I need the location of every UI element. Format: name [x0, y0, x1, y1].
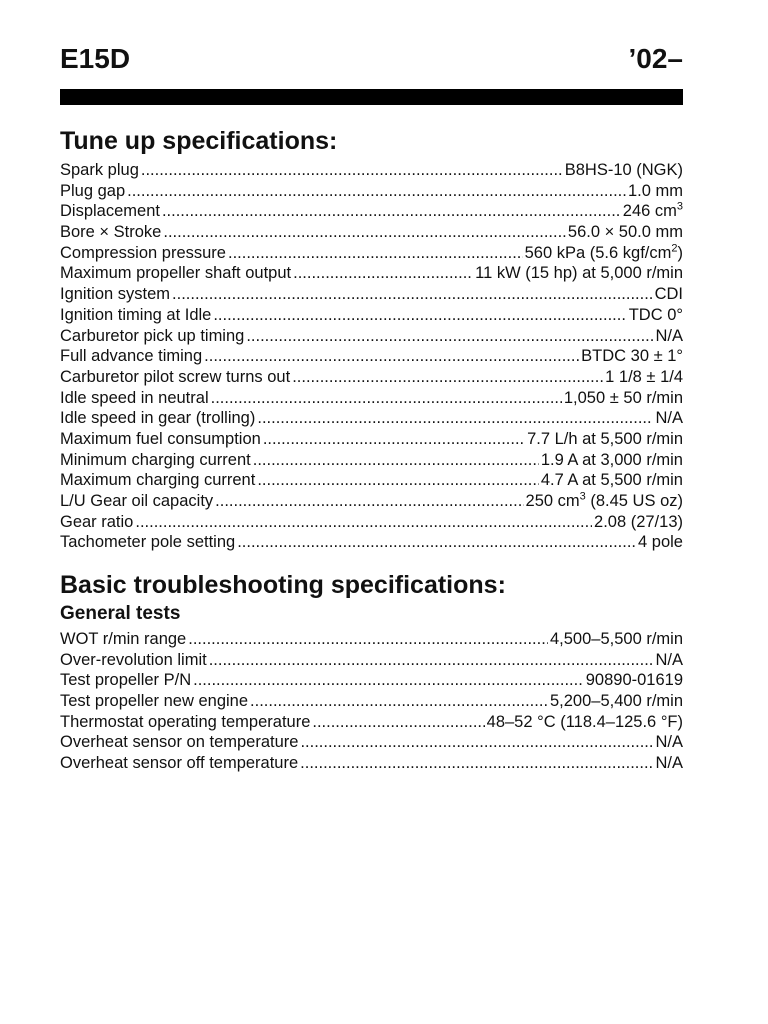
spec-value-superscript: 3 — [676, 200, 683, 213]
model-code: E15D — [60, 43, 131, 74]
spec-value-superscript: 2 — [671, 242, 678, 255]
spec-row — [60, 532, 683, 553]
spec-label: Overheat sensor off temperature — [60, 754, 299, 773]
dot-leader — [312, 712, 484, 732]
spec-row — [60, 691, 683, 712]
spec-value-text: 1.0 mm — [627, 181, 683, 200]
dot-leader — [250, 691, 548, 711]
spec-label: Test propeller new engine — [60, 692, 249, 711]
spec-label: Gear ratio — [60, 512, 134, 531]
spec-label: Displacement — [60, 202, 160, 221]
dot-leader — [292, 367, 603, 387]
spec-value — [628, 181, 683, 201]
spec-value-suffix: (8.45 US oz) — [585, 492, 683, 510]
spec-value-text: 4,500–5,500 r/min — [549, 630, 683, 648]
spec-value-text: 5,200–5,400 r/min — [549, 692, 683, 711]
dot-leader — [228, 243, 523, 263]
spec-label: Ignition system — [60, 285, 171, 304]
spec-row — [60, 408, 683, 429]
dot-leader — [293, 263, 473, 283]
spec-value — [638, 532, 683, 552]
spec-value — [541, 470, 683, 490]
spec-value-text: BTDC 30 ± 1° — [581, 347, 683, 366]
spec-label: Idle speed in neutral — [60, 388, 209, 407]
spec-row — [60, 470, 683, 491]
spec-value-text: N/A — [655, 409, 683, 428]
general-tests-subtitle: General tests — [60, 603, 181, 624]
dot-leader — [300, 753, 653, 773]
spec-value-text: 560 kPa (5.6 kgf/cm — [524, 243, 672, 262]
spec-value — [605, 367, 683, 387]
page-header — [60, 42, 683, 82]
dot-leader — [204, 346, 579, 366]
spec-value — [655, 408, 683, 428]
spec-label: Thermostat operating temperature — [60, 712, 311, 731]
dot-leader — [209, 650, 654, 670]
spec-value-text: 90890-01619 — [585, 671, 683, 690]
spec-value-text: N/A — [655, 733, 683, 752]
dot-leader — [246, 326, 653, 346]
spec-value-text: 246 cm — [622, 202, 677, 221]
spec-row — [60, 326, 683, 347]
spec-value — [655, 284, 683, 304]
spec-value — [525, 243, 683, 263]
spec-label: Carburetor pick up timing — [60, 326, 245, 345]
spec-row — [60, 732, 683, 753]
spec-row — [60, 650, 683, 671]
spec-row — [60, 263, 683, 284]
spec-value-text: 4 pole — [638, 533, 683, 552]
dot-leader — [263, 429, 525, 449]
spec-label: Idle speed in gear (trolling) — [60, 409, 256, 428]
spec-row — [60, 222, 683, 243]
spec-label: Compression pressure — [60, 243, 226, 262]
spec-row — [60, 753, 683, 774]
dot-leader — [257, 470, 538, 490]
spec-value — [629, 305, 683, 325]
spec-value-text: 7.7 L/h at 5,500 r/min — [527, 429, 683, 448]
spec-value-text: 2.08 (27/13) — [594, 512, 683, 531]
spec-value — [550, 691, 683, 711]
spec-row — [60, 512, 683, 533]
spec-row — [60, 670, 683, 691]
spec-value — [487, 712, 683, 732]
dot-leader — [141, 160, 563, 180]
spec-label: Test propeller P/N — [60, 671, 192, 690]
spec-label: Ignition timing at Idle — [60, 305, 212, 324]
dot-leader — [172, 284, 653, 304]
dot-leader — [162, 201, 621, 221]
dot-leader — [215, 491, 523, 511]
spec-row — [60, 388, 683, 409]
spec-row — [60, 201, 683, 222]
spec-label: Overheat sensor on temperature — [60, 733, 299, 752]
spec-value — [527, 429, 683, 449]
tune-up-spec-list — [60, 160, 683, 553]
spec-row — [60, 284, 683, 305]
spec-value-text: CDI — [654, 285, 683, 304]
spec-label: Plug gap — [60, 181, 126, 200]
spec-label: Over-revolution limit — [60, 650, 207, 669]
dot-leader — [188, 629, 548, 649]
spec-row — [60, 491, 683, 512]
spec-value — [586, 670, 683, 690]
spec-value-text: 250 cm — [525, 492, 580, 510]
spec-label: Maximum fuel consumption — [60, 429, 261, 448]
spec-value — [655, 753, 683, 773]
spec-label: Minimum charging current — [60, 450, 251, 469]
spec-value-text: 11 kW (15 hp) at 5,000 r/min — [475, 264, 683, 283]
model-year: ’02– — [628, 43, 683, 74]
spec-value-text: N/A — [655, 326, 683, 345]
spec-value-text: B8HS-10 (NGK) — [564, 161, 683, 179]
spec-value — [581, 346, 683, 366]
spec-row — [60, 181, 683, 202]
spec-value — [475, 263, 683, 283]
spec-row — [60, 367, 683, 388]
dot-leader — [127, 181, 626, 201]
spec-value-text: 1,050 ± 50 r/min — [563, 388, 683, 407]
dot-leader — [300, 732, 653, 752]
spec-label: L/U Gear oil capacity — [60, 492, 214, 510]
dot-leader — [253, 450, 539, 470]
spec-value — [541, 450, 683, 470]
spec-value — [655, 732, 683, 752]
spec-label: Carburetor pilot screw turns out — [60, 367, 291, 386]
spec-value-text: 4.7 A at 5,500 r/min — [540, 471, 683, 490]
dot-leader — [237, 532, 636, 552]
spec-value — [655, 326, 683, 346]
spec-value-text: 1 1/8 ± 1/4 — [605, 367, 683, 386]
spec-label: Bore × Stroke — [60, 223, 162, 242]
troubleshooting-spec-list — [60, 629, 683, 774]
spec-row — [60, 629, 683, 650]
spec-value-text: N/A — [655, 754, 683, 773]
spec-row — [60, 243, 683, 264]
spec-label: Spark plug — [60, 161, 139, 179]
dot-leader — [257, 408, 653, 428]
spec-label: WOT r/min range — [60, 630, 187, 648]
spec-value-text: TDC 0° — [628, 305, 683, 324]
header-rule — [60, 89, 683, 105]
spec-value — [526, 491, 683, 511]
spec-label: Full advance timing — [60, 347, 203, 366]
spec-label: Maximum charging current — [60, 471, 256, 490]
troubleshooting-title: Basic troubleshooting specifications: — [60, 571, 506, 599]
spec-row — [60, 450, 683, 471]
spec-row — [60, 429, 683, 450]
spec-value-text: N/A — [655, 650, 683, 669]
spec-row — [60, 712, 683, 733]
dot-leader — [163, 222, 566, 242]
spec-value — [564, 388, 683, 408]
spec-value — [565, 160, 683, 180]
dot-leader — [193, 670, 584, 690]
spec-value — [623, 201, 683, 221]
spec-row — [60, 346, 683, 367]
spec-value-superscript: 3 — [579, 490, 586, 503]
dot-leader — [213, 305, 626, 325]
dot-leader — [211, 388, 562, 408]
spec-value-suffix: ) — [677, 243, 683, 262]
spec-value — [594, 512, 683, 532]
spec-label: Maximum propeller shaft output — [60, 264, 292, 283]
spec-row — [60, 160, 683, 181]
spec-value-text: 48–52 °C (118.4–125.6 °F) — [486, 712, 683, 731]
spec-value — [568, 222, 683, 242]
spec-value — [655, 650, 683, 670]
dot-leader — [135, 512, 592, 532]
spec-value — [550, 629, 683, 649]
spec-row — [60, 305, 683, 326]
spec-value-text: 1.9 A at 3,000 r/min — [540, 450, 683, 469]
tune-up-title: Tune up specifications: — [60, 127, 338, 155]
spec-value-text: 56.0 × 50.0 mm — [567, 223, 683, 242]
spec-label: Tachometer pole setting — [60, 533, 236, 552]
